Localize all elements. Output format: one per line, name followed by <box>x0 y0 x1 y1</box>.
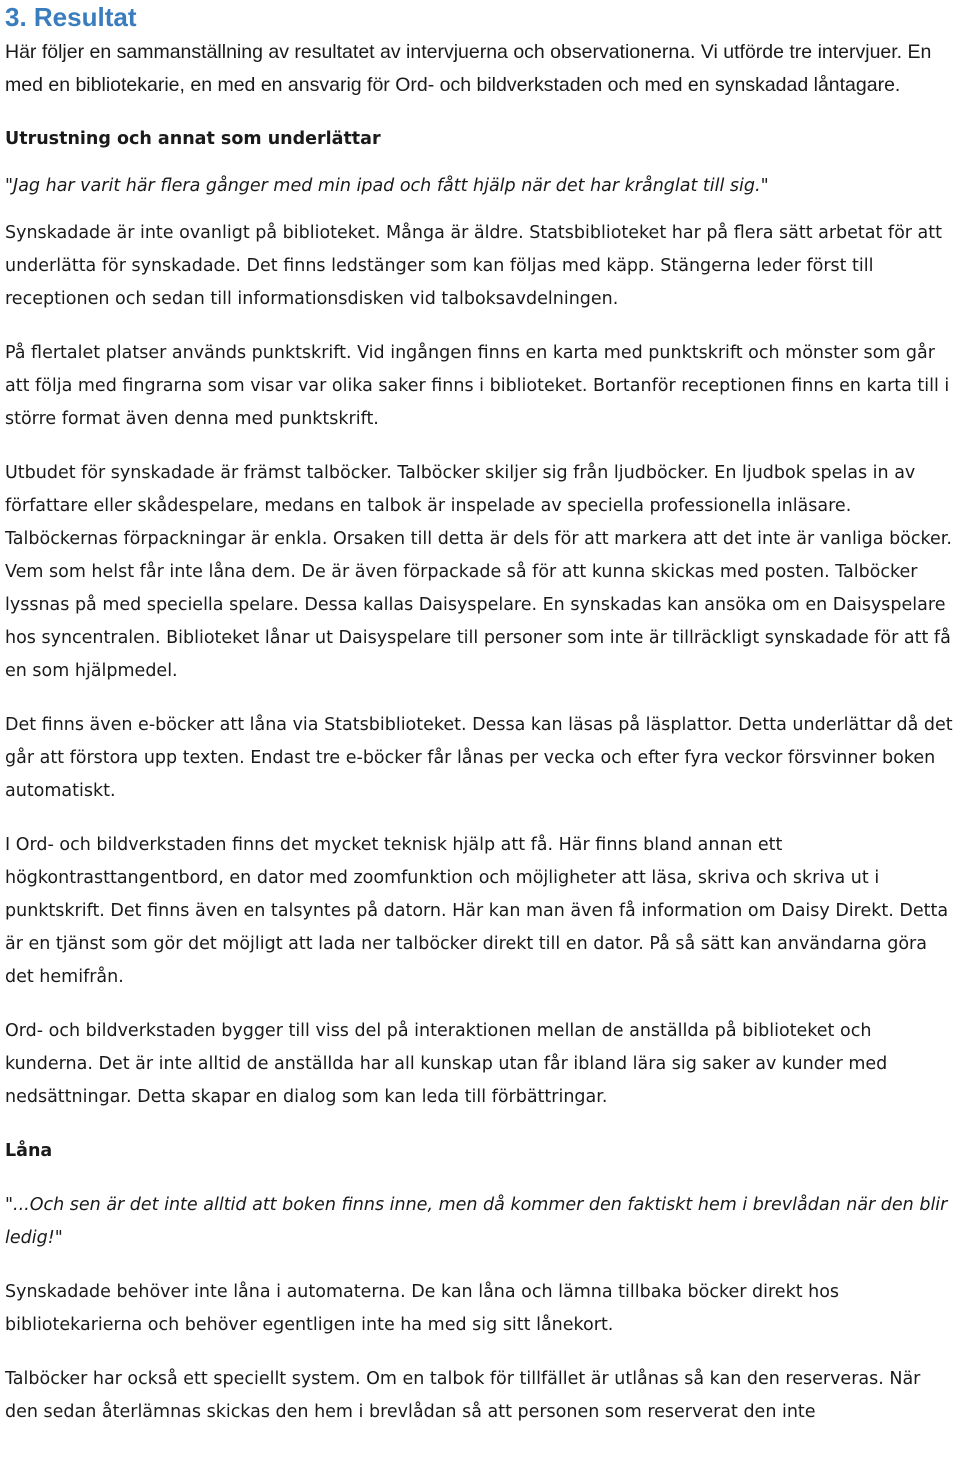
paragraph: I Ord- och bildverkstaden finns det mycket teknisk hjälp att få. Här finns bland annan ett högkontrasttangentbord, en dator med zoomfunktion och möjligheter att läsa, skriva och skriva ut i punktskrift. Det finns även en talsyntes på datorn. Här kan man även få information om Daisy Direkt. Detta är en tjänst som gör det möjligt att lada ner talböcker direkt till en dator. På så sätt kan användarna göra det hemifrån. <box>5 835 949 987</box>
document-page <box>5 0 957 1429</box>
paragraph: Utbudet för synskadade är främst talböcker. Talböcker skiljer sig från ljudböcker. En ljudbok spelas in av författare eller skådespelare, medans en talbok är inspelade av speciella professionella inläsare. Talböckernas förpackningar är enkla. Orsaken till detta är dels för att markera att det inte är vanliga böcker. Vem som helst får inte låna dem. De är även förpackade så för att kunna skickas med posten. Talböcker lyssnas på med speciella spelare. Dessa kallas Daisyspelare. En synskadas kan ansöka om en Daisyspelare hos syncentralen. Biblioteket lånar ut Daisyspelare till personer som inte är tillräckligt synskadade för att få en som hjälpmedel. <box>5 463 952 681</box>
paragraph: Synskadade är inte ovanligt på biblioteket. Många är äldre. Statsbiblioteket har på flera sätt arbetat för att underlätta för synskadade. Det finns ledstänger som kan följas med käpp. Stängerna leder först till receptionen och sedan till informationsdisken vid talboksavdelningen. <box>5 223 942 309</box>
paragraph: Ord- och bildverkstaden bygger till viss del på interaktionen mellan de anställda på biblioteket och kunderna. Det är inte alltid de anställda har all kunskap utan får ibland lära sig saker av kunder med nedsättningar. Detta skapar en dialog som kan leda till förbättringar. <box>5 1021 888 1107</box>
paragraph: Det finns även e-böcker att låna via Statsbiblioteket. Dessa kan läsas på läsplattor. Detta underlättar då det går att förstora upp texten. Endast tre e-böcker får lånas per vecka och efter fyra veckor försvinner boken automatiskt. <box>5 715 953 801</box>
paragraph: Talböcker har också ett speciellt system. Om en talbok för tillfället är utlånas så kan den reserveras. När den sedan återlämnas skickas den hem i brevlådan så att personen som reserverat den inte <box>5 1369 921 1422</box>
subheading-equipment: Utrustning och annat som underlättar <box>5 129 381 149</box>
quote-ipad: "Jag har varit här flera gånger med min ipad och fått hjälp när det har krånglat till sig." <box>5 176 769 196</box>
quote-mailbox: "...Och sen är det inte alltid att boken finns inne, men då kommer den faktiskt hem i brevlådan när den blir ledig!" <box>5 1195 948 1248</box>
intro-paragraph: Här följer en sammanställning av resultatet av intervjuerna och observationerna. Vi utförde tre intervjuer. En med en bibliotekarie, en med en ansvarig för Ord- och bildverkstaden och med en synskadad låntagare. <box>5 41 932 96</box>
paragraph: Synskadade behöver inte låna i automaterna. De kan låna och lämna tillbaka böcker direkt hos bibliotekarierna och behöver egentligen inte ha med sig sitt lånekort. <box>5 1282 840 1335</box>
section-heading: 3. Resultat <box>5 2 137 32</box>
paragraph: På flertalet platser används punktskrift. Vid ingången finns en karta med punktskrift och mönster som går att följa med fingrarna som visar var olika saker finns i biblioteket. Bortanför receptionen finns en karta till i större format även denna med punktskrift. <box>5 343 950 429</box>
subheading-borrow: Låna <box>5 1141 53 1161</box>
